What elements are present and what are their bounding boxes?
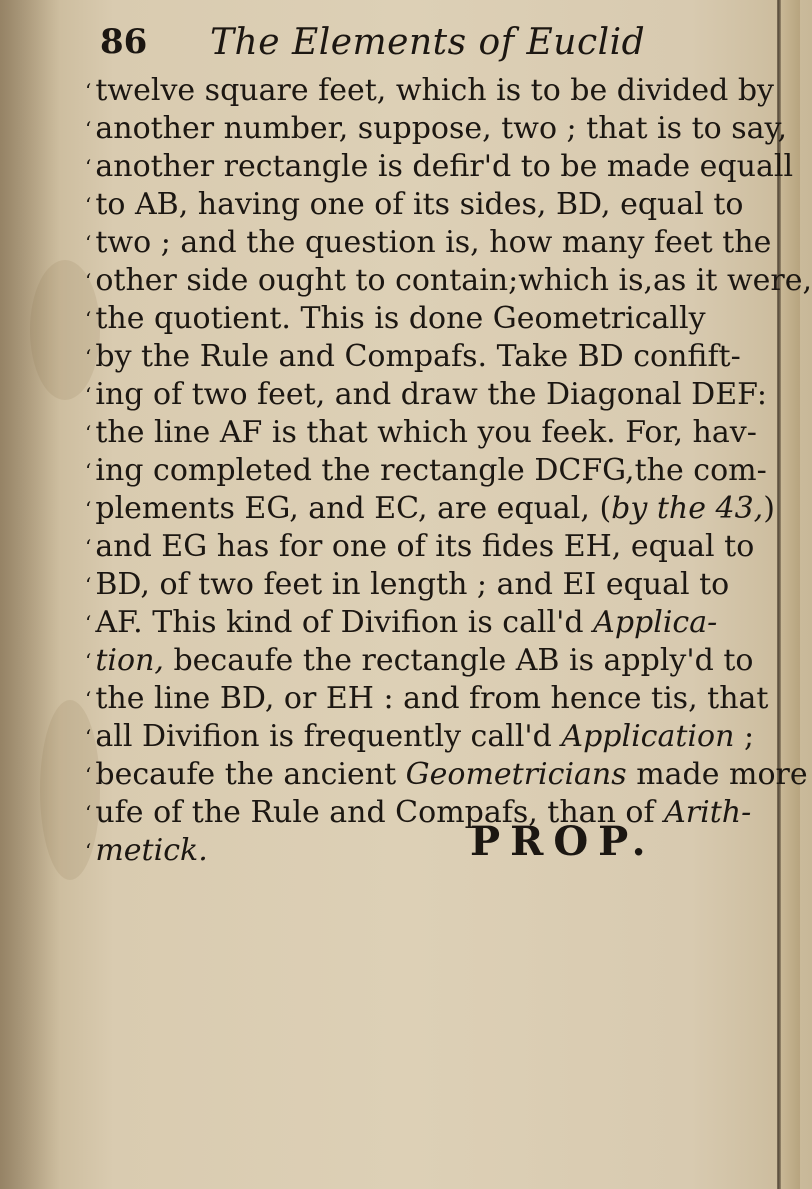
text-segment: other side ought to contain;which is,as it were, xyxy=(95,263,812,298)
quote-mark: ‘ xyxy=(85,535,92,559)
proposition-heading: PROP. xyxy=(470,818,656,865)
running-title: The Elements of Euclid xyxy=(210,22,646,63)
text-segment: another rectangle is defir'd to be made equall xyxy=(95,149,794,184)
text-segment: ing completed the rectangle DCFG,the com- xyxy=(95,453,767,488)
text-line xyxy=(85,642,780,680)
italic-text: Application xyxy=(561,719,735,754)
text-line xyxy=(85,832,780,870)
quote-mark: ‘ xyxy=(85,307,92,331)
text-line xyxy=(85,452,780,490)
text-line xyxy=(85,414,780,452)
text-line xyxy=(85,338,780,376)
text-line xyxy=(85,186,780,224)
italic-text: by the 43, xyxy=(611,491,764,526)
quote-mark: ‘ xyxy=(85,611,92,635)
page-shadow xyxy=(0,0,60,1189)
quote-mark: ‘ xyxy=(85,763,92,787)
text-line xyxy=(85,224,780,262)
text-line xyxy=(85,110,787,148)
text-segment: AF. This kind of Divifion is call'd xyxy=(95,605,594,640)
page-number: 86 xyxy=(100,22,148,62)
page-header xyxy=(100,16,760,66)
text-segment: to AB, having one of its sides, BD, equal to xyxy=(95,187,744,222)
text-segment: the line AF is that which you feek. For, hav- xyxy=(95,415,757,450)
text-segment: becaufe the ancient xyxy=(95,757,406,792)
text-line xyxy=(85,718,780,756)
text-line xyxy=(85,794,780,832)
text-segment: plements EG, and EC, are equal, ( xyxy=(95,491,612,526)
text-line xyxy=(85,528,780,566)
text-segment: two ; and the question is, how many feet the xyxy=(95,225,772,260)
italic-text: Arith- xyxy=(664,795,752,830)
quote-mark: ‘ xyxy=(85,421,92,445)
quote-mark: ‘ xyxy=(85,345,92,369)
italic-text: Applica- xyxy=(593,605,718,640)
text-segment: BD, of two feet in length ; and EI equal to xyxy=(95,567,730,602)
italic-text: metick. xyxy=(95,833,208,868)
text-segment: another number, suppose, two ; that is to say, xyxy=(95,111,787,146)
text-line xyxy=(85,72,780,110)
text-segment: and EG has for one of its fides EH, equal to xyxy=(95,529,755,564)
text-line xyxy=(85,566,780,604)
text-segment: the line BD, or EH : and from hence tis, that xyxy=(95,681,769,716)
text-segment: by the Rule and Compafs. Take BD confift- xyxy=(95,339,741,374)
body-text xyxy=(85,72,812,870)
quote-mark: ‘ xyxy=(85,801,92,825)
quote-mark: ‘ xyxy=(85,459,92,483)
text-segment: ing of two feet, and draw the Diagonal DEF: xyxy=(95,377,767,412)
quote-mark: ‘ xyxy=(85,839,92,863)
text-segment: twelve square feet, which is to be divided by xyxy=(95,73,774,108)
text-segment: ) xyxy=(763,491,775,526)
quote-mark: ‘ xyxy=(85,79,92,103)
quote-mark: ‘ xyxy=(85,687,92,711)
quote-mark: ‘ xyxy=(85,155,92,179)
quote-mark: ‘ xyxy=(85,231,92,255)
quote-mark: ‘ xyxy=(85,383,92,407)
italic-text: tion, xyxy=(95,643,164,678)
italic-text: Geometricians xyxy=(405,757,627,792)
text-line xyxy=(85,376,780,414)
text-line xyxy=(85,262,812,300)
text-segment: ; xyxy=(734,719,755,754)
text-line xyxy=(85,680,780,718)
text-segment: all Divifion is frequently call'd xyxy=(95,719,562,754)
quote-mark: ‘ xyxy=(85,269,92,293)
text-line xyxy=(85,300,780,338)
text-line xyxy=(85,604,780,642)
text-segment: ufe of the Rule and Compafs, than of xyxy=(95,795,665,830)
text-line xyxy=(85,490,780,528)
text-line xyxy=(85,756,808,794)
quote-mark: ‘ xyxy=(85,497,92,521)
quote-mark: ‘ xyxy=(85,725,92,749)
quote-mark: ‘ xyxy=(85,649,92,673)
text-segment: made more xyxy=(626,757,808,792)
quote-mark: ‘ xyxy=(85,573,92,597)
text-line xyxy=(85,148,794,186)
text-segment: the quotient. This is done Geometrically xyxy=(95,301,706,336)
quote-mark: ‘ xyxy=(85,117,92,141)
text-segment: becaufe the rectangle AB is apply'd to xyxy=(163,643,754,678)
quote-mark: ‘ xyxy=(85,193,92,217)
